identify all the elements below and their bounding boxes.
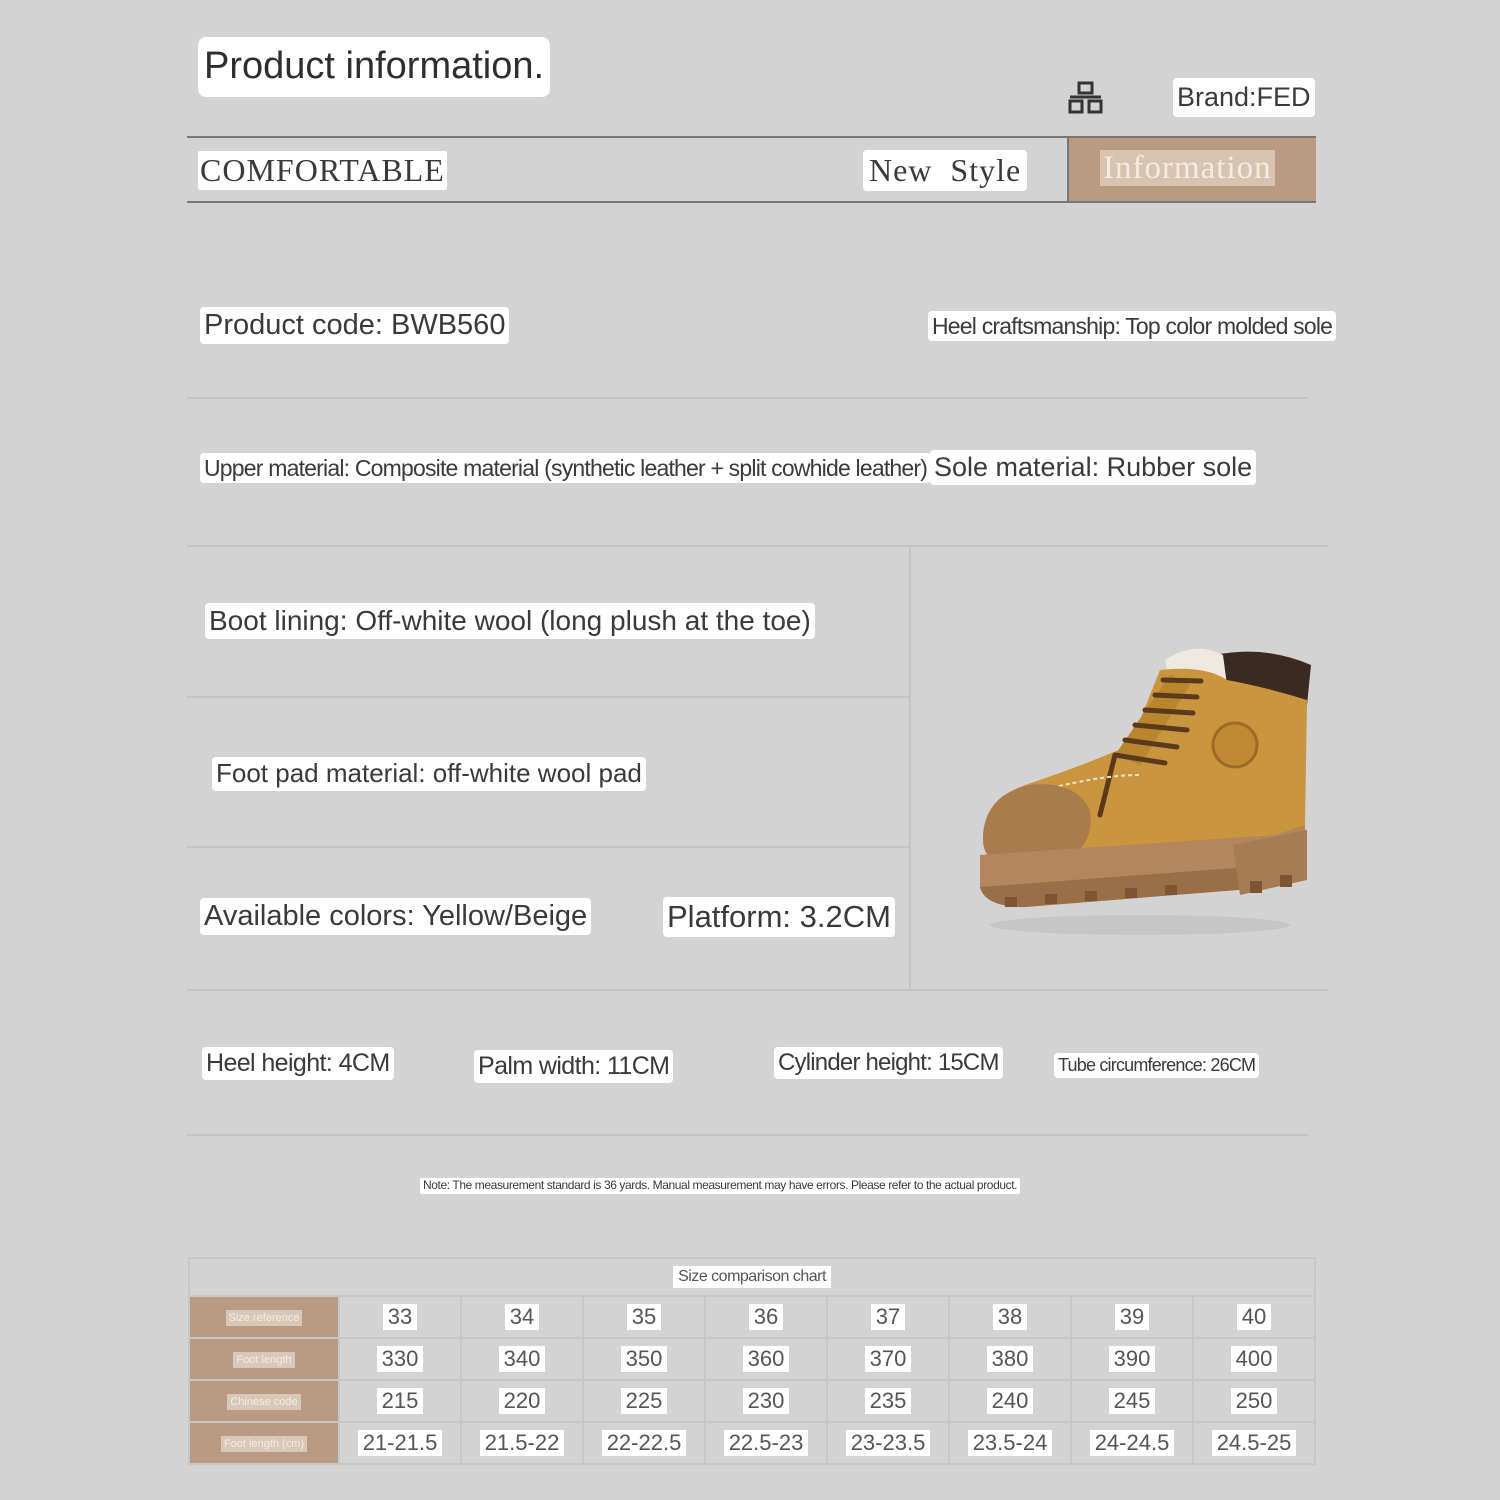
size-chart-title: Size comparison chart (673, 1266, 831, 1288)
row-header: Size reference (226, 1310, 303, 1326)
table-cell: 240 (987, 1388, 1034, 1414)
table-cell: 40 (1237, 1304, 1271, 1330)
table-cell: 36 (749, 1304, 783, 1330)
table-cell: 225 (621, 1388, 668, 1414)
row-header: Chinese code (227, 1394, 300, 1410)
table-cell: 22-22.5 (602, 1430, 687, 1456)
table-cell: 235 (865, 1388, 912, 1414)
size-chart-table (188, 1257, 1316, 1465)
boot-image (965, 625, 1320, 945)
table-cell: 245 (1109, 1388, 1156, 1414)
table-cell: 370 (865, 1346, 912, 1372)
platform-height: Platform: 3.2CM (663, 897, 895, 937)
table-cell: 400 (1231, 1346, 1278, 1372)
boot-lining: Boot lining: Off-white wool (long plush at the toe) (205, 603, 815, 639)
table-cell: 37 (871, 1304, 905, 1330)
available-colors: Available colors: Yellow/Beige (200, 898, 591, 935)
foot-pad-material: Foot pad material: off-white wool pad (212, 757, 646, 791)
heel-height: Heel height: 4CM (202, 1047, 394, 1080)
divider (187, 1134, 1308, 1136)
table-cell: 380 (987, 1346, 1034, 1372)
divider (187, 545, 1328, 547)
table-cell: 21-21.5 (358, 1430, 443, 1456)
tube-circumference: Tube circumference: 26CM (1054, 1053, 1259, 1078)
product-code: Product code: BWB560 (200, 307, 509, 344)
divider (187, 846, 909, 848)
table-row (189, 1296, 1315, 1338)
table-cell: 24.5-25 (1212, 1430, 1297, 1456)
table-cell: 340 (499, 1346, 546, 1372)
new-style-label: New Style (863, 150, 1027, 191)
cylinder-height: Cylinder height: 15CM (774, 1047, 1003, 1079)
measurement-note: Note: The measurement standard is 36 yards. Manual measurement may have errors. Please refer to the actual product. (420, 1178, 1020, 1194)
table-cell: 24-24.5 (1090, 1430, 1175, 1456)
banner-divider (1067, 138, 1069, 201)
sole-material: Sole material: Rubber sole (930, 450, 1256, 485)
table-cell: 350 (621, 1346, 668, 1372)
table-cell: 23-23.5 (846, 1430, 931, 1456)
table-cell: 22.5-23 (724, 1430, 809, 1456)
upper-material: Upper material: Composite material (synthetic leather + split cowhide leather) (200, 453, 931, 483)
image-divider (909, 547, 911, 990)
table-cell: 360 (743, 1346, 790, 1372)
brand-label: Brand:FED (1173, 78, 1315, 117)
table-row (189, 1422, 1315, 1464)
table-cell: 390 (1109, 1346, 1156, 1372)
page-title: Product information. (198, 37, 550, 97)
table-cell: 39 (1115, 1304, 1149, 1330)
row-header: Foot length (233, 1352, 294, 1368)
table-cell: 23.5-24 (968, 1430, 1053, 1456)
information-label: Information (1100, 150, 1275, 186)
row-header: Foot length (cm) (221, 1436, 307, 1452)
table-cell: 38 (993, 1304, 1027, 1330)
table-cell: 250 (1231, 1388, 1278, 1414)
table-cell: 35 (627, 1304, 661, 1330)
table-cell: 21.5-22 (480, 1430, 565, 1456)
table-cell: 33 (383, 1304, 417, 1330)
sitemap-icon (1068, 81, 1104, 115)
heel-craftsmanship: Heel craftsmanship: Top color molded sole (928, 311, 1336, 341)
table-cell: 330 (377, 1346, 424, 1372)
table-cell: 230 (743, 1388, 790, 1414)
table-cell: 220 (499, 1388, 546, 1414)
divider (187, 989, 1328, 991)
size-chart-title-row (189, 1258, 1315, 1296)
table-cell: 34 (505, 1304, 539, 1330)
table-cell: 215 (377, 1388, 424, 1414)
table-row (189, 1380, 1315, 1422)
banner-bottom-rule (187, 201, 1316, 203)
comfortable-label: COMFORTABLE (200, 152, 445, 188)
divider (187, 696, 909, 698)
table-row (189, 1338, 1315, 1380)
divider (187, 397, 1308, 399)
palm-width: Palm width: 11CM (474, 1050, 673, 1083)
